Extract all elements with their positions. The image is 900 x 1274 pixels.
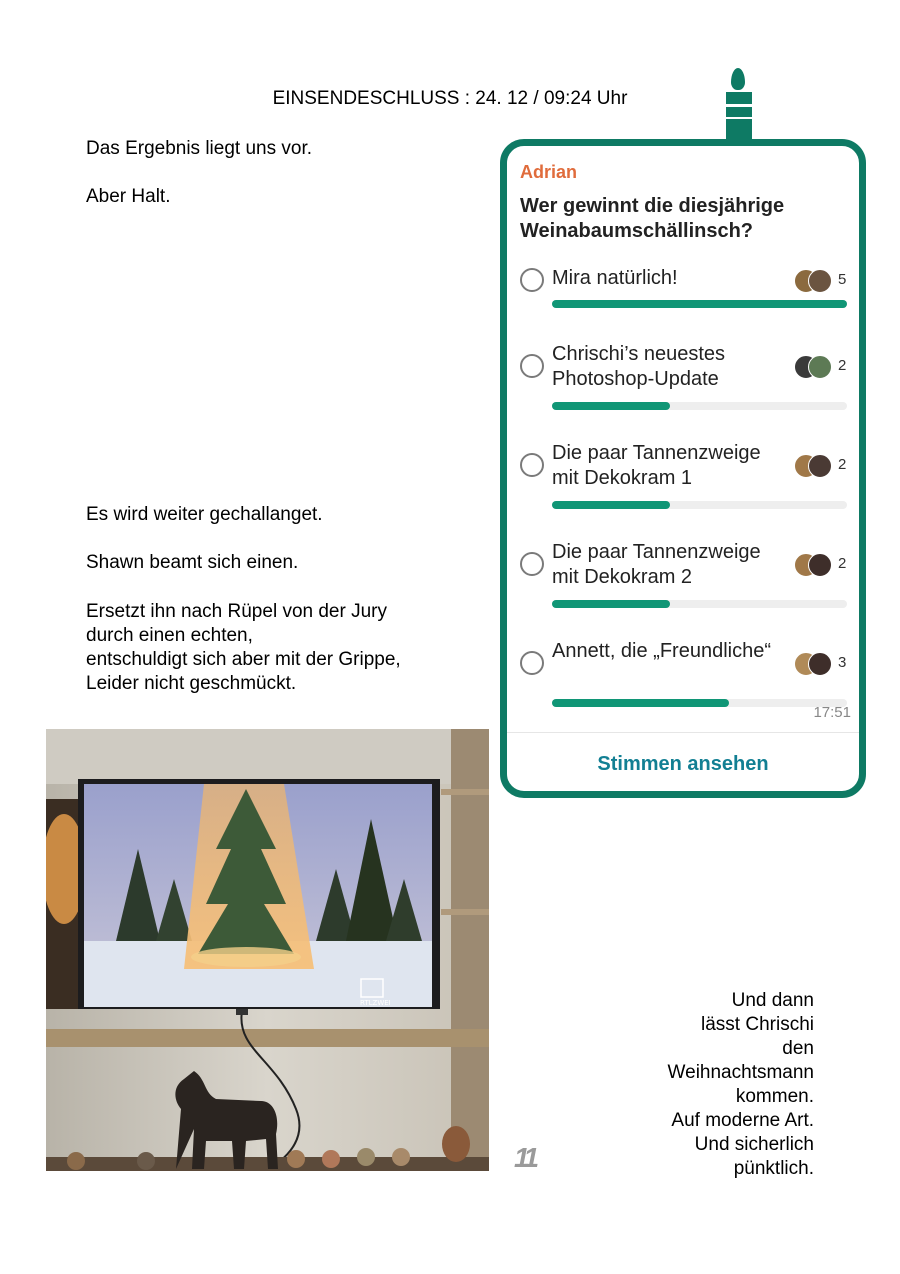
voter-avatars	[794, 553, 836, 575]
poll-divider	[507, 732, 859, 733]
radio-button[interactable]	[520, 651, 544, 675]
poll-sender: Adrian	[520, 162, 578, 182]
view-votes-button[interactable]: Stimmen ansehen	[597, 753, 769, 775]
voter-avatars	[794, 355, 836, 377]
poll-option-label: Die paar Tannenzweige mit Dekokram 2	[552, 541, 761, 588]
paragraph-challenge: Es wird weiter gechallanget.	[86, 504, 323, 525]
poll-option-label: Annett, die „Freundliche“	[552, 640, 772, 662]
page-number: 11	[514, 1142, 536, 1173]
avatar	[808, 355, 832, 379]
voter-avatars	[794, 269, 836, 291]
deadline-heading: EINSENDESCHLUSS : 24. 12 / 09:24 Uhr	[272, 88, 628, 109]
vote-bar-fill	[552, 300, 847, 308]
vote-bar-fill	[552, 600, 670, 608]
vote-bar-track	[552, 501, 847, 509]
poll-option-label: Mira natürlich!	[552, 267, 678, 289]
paragraph-halt: Aber Halt.	[86, 186, 171, 207]
voter-avatars	[794, 454, 836, 476]
voter-avatars	[794, 652, 836, 674]
vote-count: 3	[838, 654, 847, 671]
avatar	[808, 454, 832, 478]
radio-button[interactable]	[520, 552, 544, 576]
radio-button[interactable]	[520, 453, 544, 477]
vote-count: 5	[838, 271, 847, 288]
vote-bar-track	[552, 402, 847, 410]
avatar	[808, 553, 832, 577]
poll-timestamp: 17:51	[813, 704, 851, 721]
vote-count: 2	[838, 357, 847, 374]
vote-count: 2	[838, 555, 847, 572]
poll-card	[500, 139, 866, 798]
paragraph-result: Das Ergebnis liegt uns vor.	[86, 138, 313, 159]
vote-bar-fill	[552, 699, 729, 707]
radio-button[interactable]	[520, 268, 544, 292]
tv-channel-logo: RTLZWEI	[360, 999, 391, 1007]
vote-bar-track	[552, 699, 847, 707]
vote-count: 2	[838, 456, 847, 473]
vote-bar-fill	[552, 501, 670, 509]
poll-option-label: Chrischi’s neuestes Photoshop-Update	[552, 343, 726, 390]
paragraph-jury: Ersetzt ihn nach Rüpel von der Jury durch einen echten, entschuldigt sich aber mit der Grippe, Leider nicht geschmückt.	[86, 601, 401, 694]
poll-question: Wer gewinnt die diesjährige Weinabaumschällinsch?	[520, 195, 785, 242]
vote-bar-fill	[552, 402, 670, 410]
tv-photo	[46, 729, 489, 1171]
paragraph-weihnachtsmann: Und dann lässt Chrischi den Weihnachtsmann kommen. Auf moderne Art. Und sicherlich pünktlich.	[667, 990, 814, 1179]
radio-button[interactable]	[520, 354, 544, 378]
poll-option-label: Die paar Tannenzweige mit Dekokram 1	[552, 442, 761, 489]
avatar	[808, 652, 832, 676]
avatar	[808, 269, 832, 293]
vote-bar-track	[552, 600, 847, 608]
paragraph-shawn: Shawn beamt sich einen.	[86, 552, 299, 573]
vote-bar-track	[552, 300, 847, 308]
